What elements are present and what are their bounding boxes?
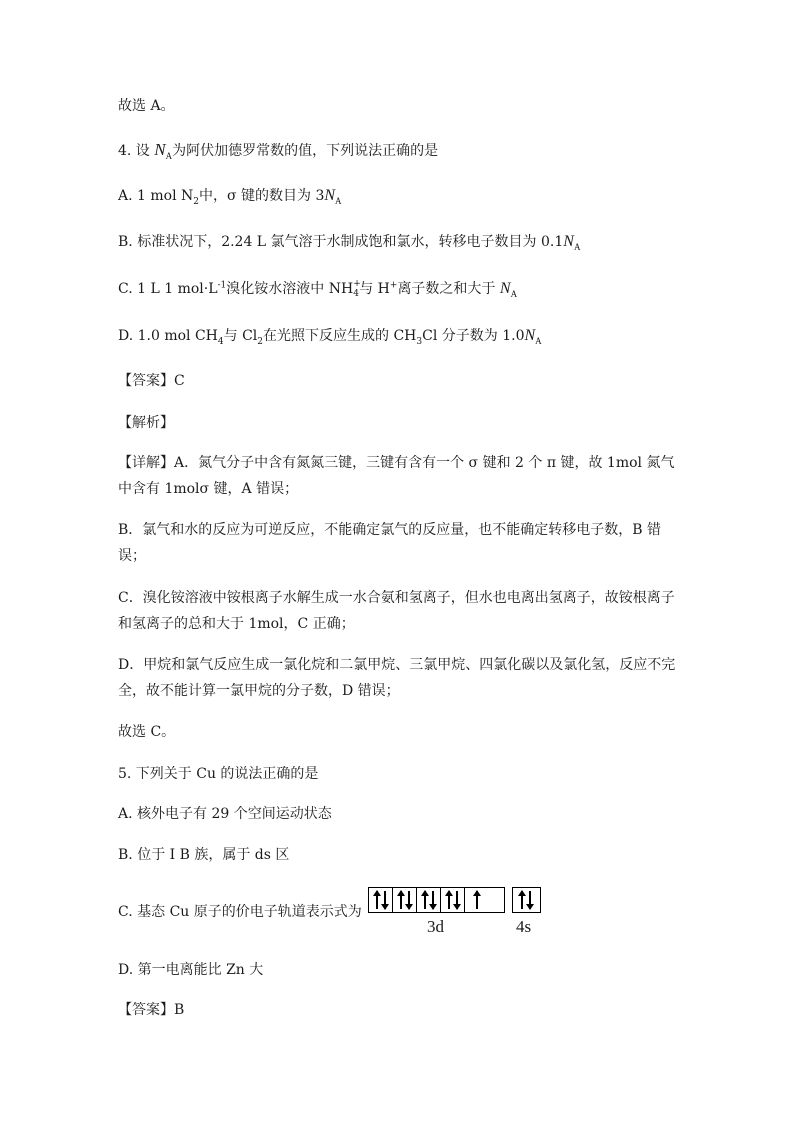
option-4c: C. 1 L 1 $mol\cdot L^{-1}$溴化铵水溶液中 NH + 4 与 H+离子数之和大于 $N_A$ <box>118 279 518 299</box>
detail-c: C．溴化铵溶液中铵根离子水解生成一水合氨和氢离子，但水也电离出氢离子，故铵根离子和氢离子的总和大于 1mol，C 正确； <box>118 590 675 632</box>
option-5c: C. 基态 Cu 原子的价电子轨道表示式为 <box>118 904 362 920</box>
orbital-box <box>417 888 441 912</box>
orbital-label-4s: 4s <box>516 917 532 936</box>
answer-label: 【答案】C <box>118 373 185 389</box>
orbital-4s-box <box>512 887 541 913</box>
option-5a: A. 核外电子有 29 个空间运动状态 <box>118 806 332 822</box>
text-line: 故选 C。 <box>118 724 176 740</box>
orbital-box <box>393 888 417 912</box>
text-line: 故选 A。 <box>118 98 175 114</box>
option-4d: D. 1.0 mol $CH_4$与 $Cl_2$在光照下反应生成的 $CH_3Cl$ 分子数为 $1.0N_A$ <box>118 327 542 347</box>
orbital-label-3d: 3d <box>427 917 444 936</box>
question-4-stem: 4. 设 $N_A$为阿伏加德罗常数的值，下列说法正确的是 <box>118 140 439 161</box>
option-4a: A. 1 mol $N_2$中，σ 键的数目为 $3N_A$ <box>118 187 342 207</box>
question-5-stem: 5. 下列关于 Cu 的说法正确的是 <box>118 766 319 782</box>
answer-label: 【答案】B <box>118 1002 185 1018</box>
orbital-box <box>441 888 465 912</box>
option-4b: B. 标准状况下，2.24 L 氯气溶于水制成饱和氯水，转移电子数目为 $0.1N_A$ <box>118 233 581 252</box>
orbital-box <box>513 888 540 912</box>
option-5d: D. 第一电离能比 Zn 大 <box>118 962 264 978</box>
analysis-label: 【解析】 <box>118 415 174 431</box>
orbital-box <box>465 888 489 912</box>
detail-a: 【详解】A．氮气分子中含有氮氮三键，三键有含有一个 σ 键和 2 个 π 键，故 1mol 氮气中含有 1molσ 键，A 错误； <box>118 455 675 497</box>
orbital-3d-boxes <box>368 887 505 913</box>
detail-b: B．氯气和水的反应为可逆反应，不能确定氯气的反应量，也不能确定转移电子数，B 错误； <box>118 522 662 564</box>
detail-d: D．甲烷和氯气反应生成一氯化烷和二氯甲烷、三氯甲烷、四氯化碳以及氯化氢，反应不完全，故不能计算一氯甲烷的分子数，D 错误； <box>118 657 676 699</box>
option-5b: B. 位于 I B 族，属于 ds 区 <box>118 847 290 863</box>
orbital-box <box>369 888 393 912</box>
